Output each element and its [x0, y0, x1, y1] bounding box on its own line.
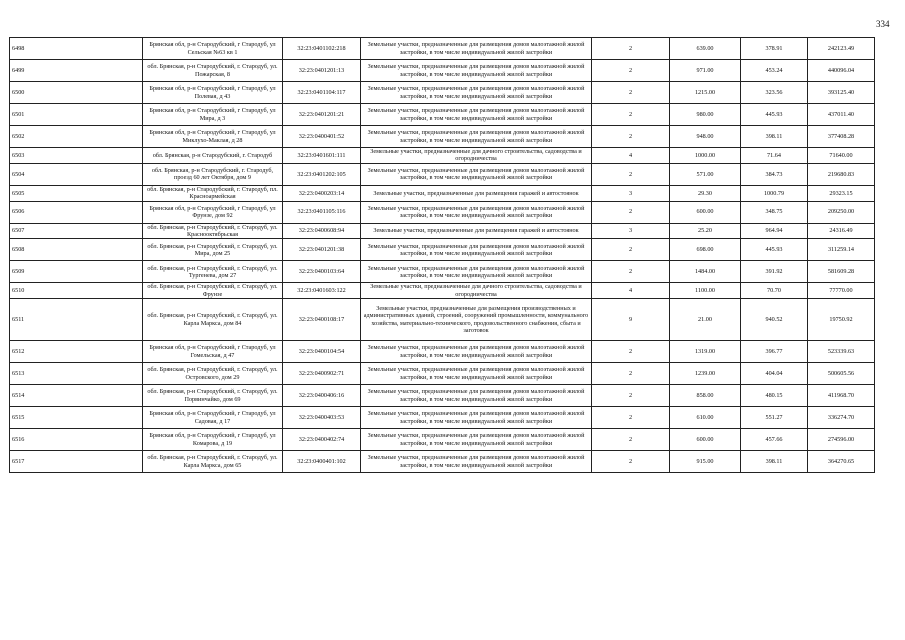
row-number-cell: 6504 [10, 163, 143, 185]
table-row [10, 82, 875, 104]
cadastral-value-cell: 209250.00 [808, 201, 875, 223]
table-row [10, 239, 875, 261]
specific-value-cell: 940.52 [741, 299, 808, 341]
cadastral-number-cell: 32:23:0401603:122 [283, 283, 361, 299]
land-use-cell: Земельные участки, предназначенные для дачного строительства, садоводства и огородничества [361, 283, 592, 299]
table-row [10, 126, 875, 148]
row-number-cell: 6498 [10, 38, 143, 60]
category-cell: 2 [592, 429, 670, 451]
category-cell: 2 [592, 38, 670, 60]
land-use-cell: Земельные участки, предназначенные для дачного строительства, садоводства и огородничества [361, 148, 592, 164]
cadastral-value-cell: 274596.00 [808, 429, 875, 451]
address-cell: Брянская обл, р-н Стародубский, г Стародуб, ул Комарова, д 19 [143, 429, 283, 451]
area-cell: 698.00 [670, 239, 741, 261]
area-cell: 858.00 [670, 385, 741, 407]
page-number: 334 [876, 19, 890, 29]
cadastral-number-cell: 32:23:0400203:14 [283, 185, 361, 201]
address-cell: обл. Брянская, р-н Стародубский, г. Стародуб, ул. Мира, дом 25 [143, 239, 283, 261]
address-cell: Брянская обл, р-н Стародубский, г Стародуб, ул Мира, д 3 [143, 104, 283, 126]
cadastral-value-cell: 581609.28 [808, 261, 875, 283]
area-cell: 1484.00 [670, 261, 741, 283]
specific-value-cell: 348.75 [741, 201, 808, 223]
category-cell: 2 [592, 451, 670, 473]
category-cell: 9 [592, 299, 670, 341]
area-cell: 1100.00 [670, 283, 741, 299]
row-number-cell: 6502 [10, 126, 143, 148]
category-cell: 2 [592, 341, 670, 363]
cadastral-value-cell: 29323.15 [808, 185, 875, 201]
land-use-cell: Земельные участки, предназначенные для размещения домов малоэтажной жилой застройки, в том числе индивидуальной жилой застройки [361, 451, 592, 473]
area-cell: 21.00 [670, 299, 741, 341]
address-cell: обл. Брянская, р-н Стародубский, г. Стародуб, пл. Красноармейская [143, 185, 283, 201]
address-cell: обл. Брянская, р-н Стародубский, г. Стародуб, ул. Островского, дом 29 [143, 363, 283, 385]
table-row [10, 60, 875, 82]
land-use-cell: Земельные участки, предназначенные для размещения домов малоэтажной жилой застройки, в том числе индивидуальной жилой застройки [361, 126, 592, 148]
address-cell: Брянская обл, р-н Стародубский, г Стародуб, ул Сельская №63 кв 1 [143, 38, 283, 60]
category-cell: 2 [592, 126, 670, 148]
table-row [10, 201, 875, 223]
address-cell: обл. Брянская, р-н Стародубский, г. Стародуб, ул. Пожарская, 8 [143, 60, 283, 82]
cadastral-number-cell: 32:23:0401202:105 [283, 163, 361, 185]
row-number-cell: 6501 [10, 104, 143, 126]
table-row [10, 104, 875, 126]
cadastral-value-cell: 411968.70 [808, 385, 875, 407]
specific-value-cell: 480.15 [741, 385, 808, 407]
row-number-cell: 6500 [10, 82, 143, 104]
row-number-cell: 6516 [10, 429, 143, 451]
table-row [10, 385, 875, 407]
cadastral-number-cell: 32:23:0400108:17 [283, 299, 361, 341]
cadastral-number-cell: 32:23:0401104:117 [283, 82, 361, 104]
category-cell: 3 [592, 223, 670, 239]
land-use-cell: Земельные участки, предназначенные для размещения домов малоэтажной жилой застройки, в том числе индивидуальной жилой застройки [361, 104, 592, 126]
row-number-cell: 6515 [10, 407, 143, 429]
address-cell: Брянская обл, р-н Стародубский, г Стародуб, ул Миклухо-Маклая, д 28 [143, 126, 283, 148]
land-use-cell: Земельные участки, предназначенные для размещения домов малоэтажной жилой застройки, в том числе индивидуальной жилой застройки [361, 429, 592, 451]
specific-value-cell: 384.73 [741, 163, 808, 185]
cadastral-value-cell: 523339.63 [808, 341, 875, 363]
cadastral-value-cell: 500605.56 [808, 363, 875, 385]
land-use-cell: Земельные участки, предназначенные для размещения домов малоэтажной жилой застройки, в том числе индивидуальной жилой застройки [361, 407, 592, 429]
specific-value-cell: 445.93 [741, 239, 808, 261]
land-use-cell: Земельные участки, предназначенные для размещения гаражей и автостоянок [361, 185, 592, 201]
specific-value-cell: 70.70 [741, 283, 808, 299]
land-use-cell: Земельные участки, предназначенные для размещения домов малоэтажной жилой застройки, в том числе индивидуальной жилой застройки [361, 385, 592, 407]
row-number-cell: 6510 [10, 283, 143, 299]
land-use-cell: Земельные участки, предназначенные для размещения производственных и административных зданий, строений, сооружений промышленности, коммунального хозяйства, материально-технического, продовольственного снабжения, сбыта и заготовок [361, 299, 592, 341]
row-number-cell: 6509 [10, 261, 143, 283]
category-cell: 4 [592, 148, 670, 164]
table-row [10, 163, 875, 185]
land-use-cell: Земельные участки, предназначенные для размещения домов малоэтажной жилой застройки, в том числе индивидуальной жилой застройки [361, 163, 592, 185]
address-cell: Брянская обл, р-н Стародубский, г Стародуб, ул Садовая, д 17 [143, 407, 283, 429]
row-number-cell: 6513 [10, 363, 143, 385]
table-row [10, 223, 875, 239]
area-cell: 971.00 [670, 60, 741, 82]
table-row [10, 363, 875, 385]
area-cell: 639.00 [670, 38, 741, 60]
address-cell: обл. Брянская, р-н Стародубский, г. Стародуб, ул. Карла Маркса, дом 84 [143, 299, 283, 341]
specific-value-cell: 1000.79 [741, 185, 808, 201]
cadastral-value-cell: 77770.00 [808, 283, 875, 299]
area-cell: 980.00 [670, 104, 741, 126]
area-cell: 571.00 [670, 163, 741, 185]
area-cell: 1215.00 [670, 82, 741, 104]
land-registry-table [9, 37, 875, 473]
table-row [10, 451, 875, 473]
address-cell: обл. Брянская, р-н Стародубский, г. Стародуб, ул. Тургенева, дом 27 [143, 261, 283, 283]
address-cell: обл. Брянская, р-н Стародубский, г. Стародуб, ул. Фрунзе [143, 283, 283, 299]
cadastral-number-cell: 32:23:0400104:54 [283, 341, 361, 363]
area-cell: 610.00 [670, 407, 741, 429]
cadastral-number-cell: 32:23:0401102:218 [283, 38, 361, 60]
row-number-cell: 6511 [10, 299, 143, 341]
category-cell: 2 [592, 163, 670, 185]
category-cell: 2 [592, 261, 670, 283]
table-row [10, 299, 875, 341]
row-number-cell: 6514 [10, 385, 143, 407]
cadastral-number-cell: 32:23:0401201:13 [283, 60, 361, 82]
category-cell: 3 [592, 185, 670, 201]
address-cell: обл. Брянская, р-н Стародубский, г. Стародуб, проезд 60 лет Октября, дом 9 [143, 163, 283, 185]
land-use-cell: Земельные участки, предназначенные для размещения гаражей и автостоянок [361, 223, 592, 239]
row-number-cell: 6508 [10, 239, 143, 261]
category-cell: 2 [592, 385, 670, 407]
specific-value-cell: 445.93 [741, 104, 808, 126]
address-cell: Брянская обл, р-н Стародубский, г Стародуб, ул Полевая, д 43 [143, 82, 283, 104]
cadastral-number-cell: 32:23:0400406:16 [283, 385, 361, 407]
address-cell: обл. Брянская, р-н Стародубский, г. Стародуб [143, 148, 283, 164]
land-use-cell: Земельные участки, предназначенные для размещения домов малоэтажной жилой застройки, в том числе индивидуальной жилой застройки [361, 201, 592, 223]
cadastral-number-cell: 32:23:0401601:111 [283, 148, 361, 164]
row-number-cell: 6507 [10, 223, 143, 239]
specific-value-cell: 964.94 [741, 223, 808, 239]
specific-value-cell: 378.91 [741, 38, 808, 60]
land-use-cell: Земельные участки, предназначенные для размещения домов малоэтажной жилой застройки, в том числе индивидуальной жилой застройки [361, 363, 592, 385]
area-cell: 1239.00 [670, 363, 741, 385]
cadastral-number-cell: 32:23:0401201:38 [283, 239, 361, 261]
specific-value-cell: 453.24 [741, 60, 808, 82]
area-cell: 600.00 [670, 201, 741, 223]
area-cell: 915.00 [670, 451, 741, 473]
category-cell: 4 [592, 283, 670, 299]
table-row [10, 261, 875, 283]
address-cell: Брянская обл, р-н Стародубский, г Стародуб, ул Фрунзе, дом 92 [143, 201, 283, 223]
cadastral-value-cell: 24316.49 [808, 223, 875, 239]
table-row [10, 341, 875, 363]
category-cell: 2 [592, 363, 670, 385]
area-cell: 25.20 [670, 223, 741, 239]
specific-value-cell: 398.11 [741, 451, 808, 473]
cadastral-number-cell: 32:23:0401105:116 [283, 201, 361, 223]
specific-value-cell: 396.77 [741, 341, 808, 363]
cadastral-value-cell: 437011.40 [808, 104, 875, 126]
address-cell: обл. Брянская, р-н Стародубский, г. Стародуб, ул. Краснооктябрьская [143, 223, 283, 239]
cadastral-number-cell: 32:23:0400401:102 [283, 451, 361, 473]
category-cell: 2 [592, 239, 670, 261]
table-row [10, 429, 875, 451]
table-row [10, 283, 875, 299]
cadastral-value-cell: 440096.04 [808, 60, 875, 82]
land-use-cell: Земельные участки, предназначенные для размещения домов малоэтажной жилой застройки, в том числе индивидуальной жилой застройки [361, 38, 592, 60]
cadastral-value-cell: 219680.83 [808, 163, 875, 185]
address-cell: обл. Брянская, р-н Стародубский, г. Стародуб, ул. Порвинчайко, дом 69 [143, 385, 283, 407]
land-use-cell: Земельные участки, предназначенные для размещения домов малоэтажной жилой застройки, в том числе индивидуальной жилой застройки [361, 341, 592, 363]
cadastral-number-cell: 32:23:0400608:94 [283, 223, 361, 239]
category-cell: 2 [592, 201, 670, 223]
cadastral-number-cell: 32:23:0400902:71 [283, 363, 361, 385]
table-row [10, 185, 875, 201]
row-number-cell: 6506 [10, 201, 143, 223]
cadastral-number-cell: 32:23:0401201:21 [283, 104, 361, 126]
cadastral-value-cell: 311259.14 [808, 239, 875, 261]
category-cell: 2 [592, 407, 670, 429]
cadastral-number-cell: 32:23:0400403:53 [283, 407, 361, 429]
land-use-cell: Земельные участки, предназначенные для размещения домов малоэтажной жилой застройки, в том числе индивидуальной жилой застройки [361, 261, 592, 283]
area-cell: 1319.00 [670, 341, 741, 363]
row-number-cell: 6505 [10, 185, 143, 201]
row-number-cell: 6512 [10, 341, 143, 363]
area-cell: 600.00 [670, 429, 741, 451]
land-use-cell: Земельные участки, предназначенные для размещения домов малоэтажной жилой застройки, в том числе индивидуальной жилой застройки [361, 239, 592, 261]
specific-value-cell: 398.11 [741, 126, 808, 148]
cadastral-number-cell: 32:23:0400401:52 [283, 126, 361, 148]
area-cell: 29.30 [670, 185, 741, 201]
specific-value-cell: 551.27 [741, 407, 808, 429]
cadastral-value-cell: 336274.70 [808, 407, 875, 429]
land-use-cell: Земельные участки, предназначенные для размещения домов малоэтажной жилой застройки, в том числе индивидуальной жилой застройки [361, 60, 592, 82]
specific-value-cell: 323.56 [741, 82, 808, 104]
category-cell: 2 [592, 82, 670, 104]
specific-value-cell: 404.04 [741, 363, 808, 385]
table-row [10, 407, 875, 429]
table-row [10, 38, 875, 60]
cadastral-value-cell: 377408.28 [808, 126, 875, 148]
address-cell: Брянская обл, р-н Стародубский, г Стародуб, ул Гомельская, д 47 [143, 341, 283, 363]
row-number-cell: 6503 [10, 148, 143, 164]
category-cell: 2 [592, 104, 670, 126]
specific-value-cell: 391.92 [741, 261, 808, 283]
cadastral-value-cell: 393125.40 [808, 82, 875, 104]
cadastral-value-cell: 364270.65 [808, 451, 875, 473]
category-cell: 2 [592, 60, 670, 82]
address-cell: обл. Брянская, р-н Стародубский, г. Стародуб, ул. Карла Маркса, дом 65 [143, 451, 283, 473]
area-cell: 1000.00 [670, 148, 741, 164]
specific-value-cell: 71.64 [741, 148, 808, 164]
cadastral-value-cell: 71640.00 [808, 148, 875, 164]
cadastral-number-cell: 32:23:0400402:74 [283, 429, 361, 451]
row-number-cell: 6517 [10, 451, 143, 473]
land-use-cell: Земельные участки, предназначенные для размещения домов малоэтажной жилой застройки, в том числе индивидуальной жилой застройки [361, 82, 592, 104]
row-number-cell: 6499 [10, 60, 143, 82]
cadastral-value-cell: 19750.92 [808, 299, 875, 341]
specific-value-cell: 457.66 [741, 429, 808, 451]
table-row [10, 148, 875, 164]
cadastral-number-cell: 32:23:0400103:64 [283, 261, 361, 283]
area-cell: 948.00 [670, 126, 741, 148]
cadastral-value-cell: 242123.49 [808, 38, 875, 60]
